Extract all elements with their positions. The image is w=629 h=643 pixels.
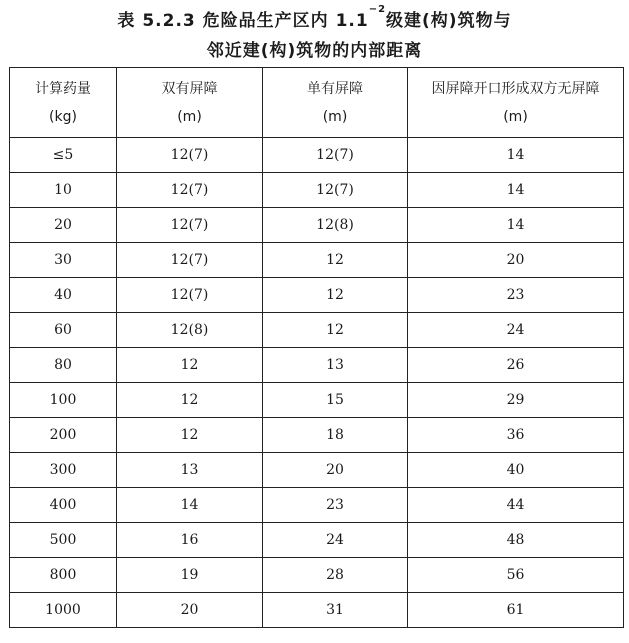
title-suffix: 级建(构)筑物与	[386, 11, 512, 31]
cell-charge-quantity: 60	[10, 313, 117, 348]
table-row	[10, 348, 624, 383]
cell-single-barrier: 24	[263, 523, 408, 558]
cell-single-barrier: 28	[263, 558, 408, 593]
header-label: 因屏障开口形成双方无屏障	[431, 80, 600, 97]
cell-no-barrier: 14	[408, 208, 624, 243]
table-row	[10, 313, 624, 348]
table-row	[10, 593, 624, 628]
cell-double-barrier: 19	[117, 558, 263, 593]
cell-double-barrier: 12(7)	[117, 278, 263, 313]
cell-single-barrier: 23	[263, 488, 408, 523]
cell-no-barrier: 20	[408, 243, 624, 278]
cell-charge-quantity: 30	[10, 243, 117, 278]
cell-charge-quantity: 40	[10, 278, 117, 313]
table-title-line2: 邻近建(构)筑物的内部距离	[206, 41, 423, 61]
table-row	[10, 418, 624, 453]
cell-charge-quantity: 800	[10, 558, 117, 593]
header-double-barrier	[117, 68, 263, 138]
table-row	[10, 173, 624, 208]
cell-charge-quantity: 20	[10, 208, 117, 243]
cell-double-barrier: 12(8)	[117, 313, 263, 348]
cell-single-barrier: 12	[263, 313, 408, 348]
cell-charge-quantity: ≤5	[10, 138, 117, 173]
cell-single-barrier: 31	[263, 593, 408, 628]
cell-no-barrier: 29	[408, 383, 624, 418]
cell-single-barrier: 18	[263, 418, 408, 453]
table-row	[10, 558, 624, 593]
header-label: 单有屏障	[307, 80, 363, 97]
cell-no-barrier: 14	[408, 138, 624, 173]
header-unit: (m)	[503, 108, 528, 125]
cell-charge-quantity: 200	[10, 418, 117, 453]
table-row	[10, 453, 624, 488]
cell-single-barrier: 12(7)	[263, 173, 408, 208]
table-title-line1	[0, 6, 629, 31]
cell-double-barrier: 12(7)	[117, 208, 263, 243]
cell-double-barrier: 13	[117, 453, 263, 488]
cell-charge-quantity: 400	[10, 488, 117, 523]
header-charge-quantity	[10, 68, 117, 138]
cell-single-barrier: 12(8)	[263, 208, 408, 243]
header-unit: (m)	[322, 108, 348, 125]
cell-charge-quantity: 100	[10, 383, 117, 418]
cell-no-barrier: 23	[408, 278, 624, 313]
cell-no-barrier: 61	[408, 593, 624, 628]
cell-single-barrier: 13	[263, 348, 408, 383]
cell-single-barrier: 12	[263, 278, 408, 313]
cell-no-barrier: 26	[408, 348, 624, 383]
table-row	[10, 138, 624, 173]
cell-double-barrier: 12	[117, 418, 263, 453]
distance-table	[9, 67, 624, 628]
cell-double-barrier: 14	[117, 488, 263, 523]
cell-no-barrier: 56	[408, 558, 624, 593]
cell-single-barrier: 12	[263, 243, 408, 278]
table-row	[10, 243, 624, 278]
cell-charge-quantity: 1000	[10, 593, 117, 628]
cell-double-barrier: 12	[117, 383, 263, 418]
header-single-barrier	[263, 68, 408, 138]
cell-single-barrier: 15	[263, 383, 408, 418]
cell-no-barrier: 40	[408, 453, 624, 488]
cell-no-barrier: 44	[408, 488, 624, 523]
cell-single-barrier: 20	[263, 453, 408, 488]
cell-double-barrier: 12(7)	[117, 243, 263, 278]
header-no-barrier	[408, 68, 624, 138]
title-prefix: 表 5.2.3 危险品生产区内 1.1	[117, 11, 369, 31]
cell-double-barrier: 16	[117, 523, 263, 558]
cell-double-barrier: 12(7)	[117, 138, 263, 173]
cell-charge-quantity: 10	[10, 173, 117, 208]
header-unit: (kg)	[49, 108, 77, 125]
title-superscript: −2	[368, 4, 387, 15]
table-row	[10, 488, 624, 523]
cell-double-barrier: 12(7)	[117, 173, 263, 208]
table-row	[10, 278, 624, 313]
header-row	[10, 68, 624, 138]
cell-no-barrier: 24	[408, 313, 624, 348]
header-unit: (m)	[177, 108, 202, 125]
cell-no-barrier: 14	[408, 173, 624, 208]
cell-no-barrier: 36	[408, 418, 624, 453]
table-body	[10, 138, 624, 628]
cell-double-barrier: 20	[117, 593, 263, 628]
table-row	[10, 383, 624, 418]
table-row	[10, 208, 624, 243]
cell-charge-quantity: 500	[10, 523, 117, 558]
cell-charge-quantity: 80	[10, 348, 117, 383]
table-row	[10, 523, 624, 558]
cell-no-barrier: 48	[408, 523, 624, 558]
cell-double-barrier: 12	[117, 348, 263, 383]
cell-charge-quantity: 300	[10, 453, 117, 488]
cell-single-barrier: 12(7)	[263, 138, 408, 173]
header-label: 计算药量	[35, 80, 91, 97]
header-label: 双有屏障	[161, 80, 218, 97]
